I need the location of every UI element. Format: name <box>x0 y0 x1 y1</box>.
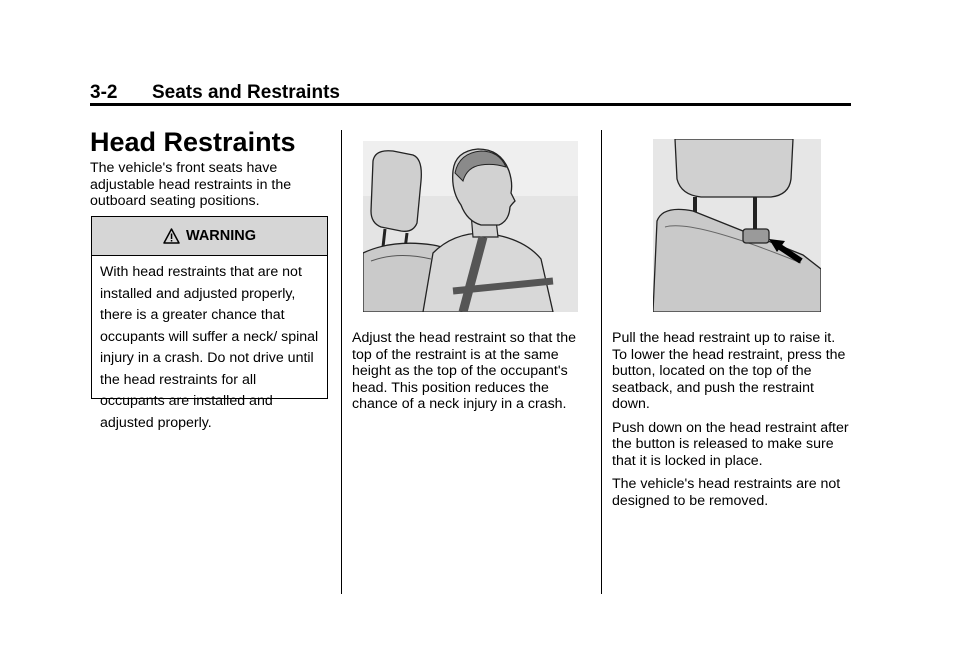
page-header <box>90 82 850 104</box>
warning-header <box>92 217 327 256</box>
lock-text: Push down on the head restraint after the button is released to make sure that it is locked in place. <box>612 419 849 469</box>
adjust-instructions-block <box>352 330 588 420</box>
section-title: Seats and Restraints <box>152 82 340 103</box>
removal-text: The vehicle's head restraints are not designed to be removed. <box>612 476 841 509</box>
warning-triangle-icon <box>163 228 180 244</box>
page-title: Head Restraints <box>90 127 296 157</box>
intro-text-block <box>90 160 328 217</box>
raise-lower-text: Pull the head restraint up to raise it. To lower the head restraint, press the button, located on the top of the seatback, and push the restraint down. <box>612 330 846 412</box>
warning-text: With head restraints that are not installed and adjusted properly, there is a greater chance that occupants will suffer a neck/ spinal injury in a crash. Do not drive until the head restraints for all occupants are installed and adjusted properly. <box>100 264 319 431</box>
column-divider-left <box>341 130 342 594</box>
column-divider-right <box>601 130 602 594</box>
intro-text: The vehicle's front seats have adjustable head restraints in the outboard seating positions. <box>90 160 292 209</box>
head-restraint-button-illustration <box>653 139 821 312</box>
warning-label: WARNING <box>185 228 257 244</box>
occupant-head-restraint-illustration <box>363 141 578 312</box>
adjust-instructions: Adjust the head restraint so that the top of the restraint is at the same height as the top of the occupant's head. This position reduces the chance of a neck injury in a crash. <box>352 330 576 412</box>
operation-instructions-block <box>612 330 852 516</box>
page-number: 3-2 <box>90 82 118 103</box>
warning-box <box>91 216 328 431</box>
header-rule <box>90 103 851 106</box>
